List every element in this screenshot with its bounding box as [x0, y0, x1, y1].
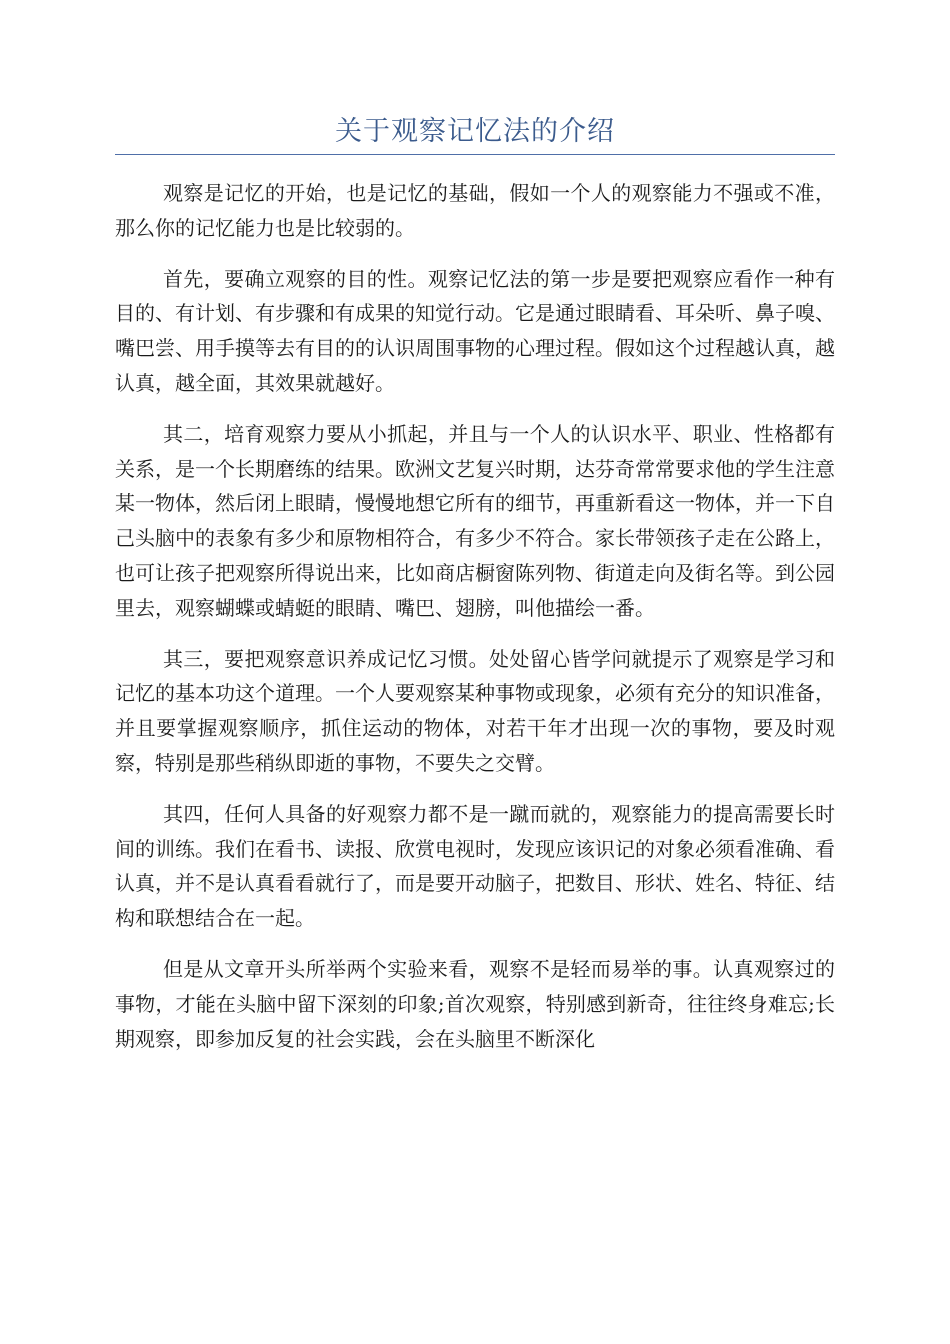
paragraph-1: 观察是记忆的开始，也是记忆的基础，假如一个人的观察能力不强或不准，那么你的记忆能力也是比较弱的。: [115, 181, 835, 240]
paragraph-2: 首先，要确立观察的目的性。观察记忆法的第一步是要把观察应看作一种有目的、有计划、有步骤和有成果的知觉行动。它是通过眼睛看、耳朵听、鼻子嗅、嘴巴尝、用手摸等去有目的的认识周围事物的心理过程。假如这个过程越认真，越认真，越全面，其效果就越好。: [115, 266, 835, 395]
title-underline: [115, 154, 835, 155]
document-title: 关于观察记忆法的介绍: [335, 116, 615, 147]
paragraph-3: 其二，培育观察力要从小抓起，并且与一个人的认识水平、职业、性格都有关系，是一个长期磨练的结果。欧洲文艺复兴时期，达芬奇常常要求他的学生注意某一物体，然后闭上眼睛，慢慢地想它所有的细节，再重新看这一物体，并一下自己头脑中的表象有多少和原物相符合，有多少不符合。家长带领孩子走在公路上，也可让孩子把观察所得说出来，比如商店橱窗陈列物、街道走向及街名等。到公园里去，观察蝴蝶或蜻蜓的眼睛、嘴巴、翅膀，叫他描绘一番。: [115, 421, 835, 620]
paragraph-6: 但是从文章开头所举两个实验来看，观察不是轻而易举的事。认真观察过的事物，才能在头脑中留下深刻的印象;首次观察，特别感到新奇，往往终身难忘;长期观察，即参加反复的社会实践，会在头脑里不断深化: [115, 956, 835, 1051]
paragraph-4: 其三，要把观察意识养成记忆习惯。处处留心皆学问就提示了观察是学习和记忆的基本功这个道理。一个人要观察某种事物或现象，必须有充分的知识准备，并且要掌握观察顺序，抓住运动的物体，对若干年才出现一次的事物，要及时观察，特别是那些稍纵即逝的事物，不要失之交臂。: [115, 646, 835, 775]
paragraph-5: 其四，任何人具备的好观察力都不是一蹴而就的，观察能力的提高需要长时间的训练。我们在看书、读报、欣赏电视时，发现应该识记的对象必须看准确、看认真，并不是认真看看就行了，而是要开动脑子，把数目、形状、姓名、特征、结构和联想结合在一起。: [115, 801, 835, 931]
document-body: [115, 176, 835, 1072]
